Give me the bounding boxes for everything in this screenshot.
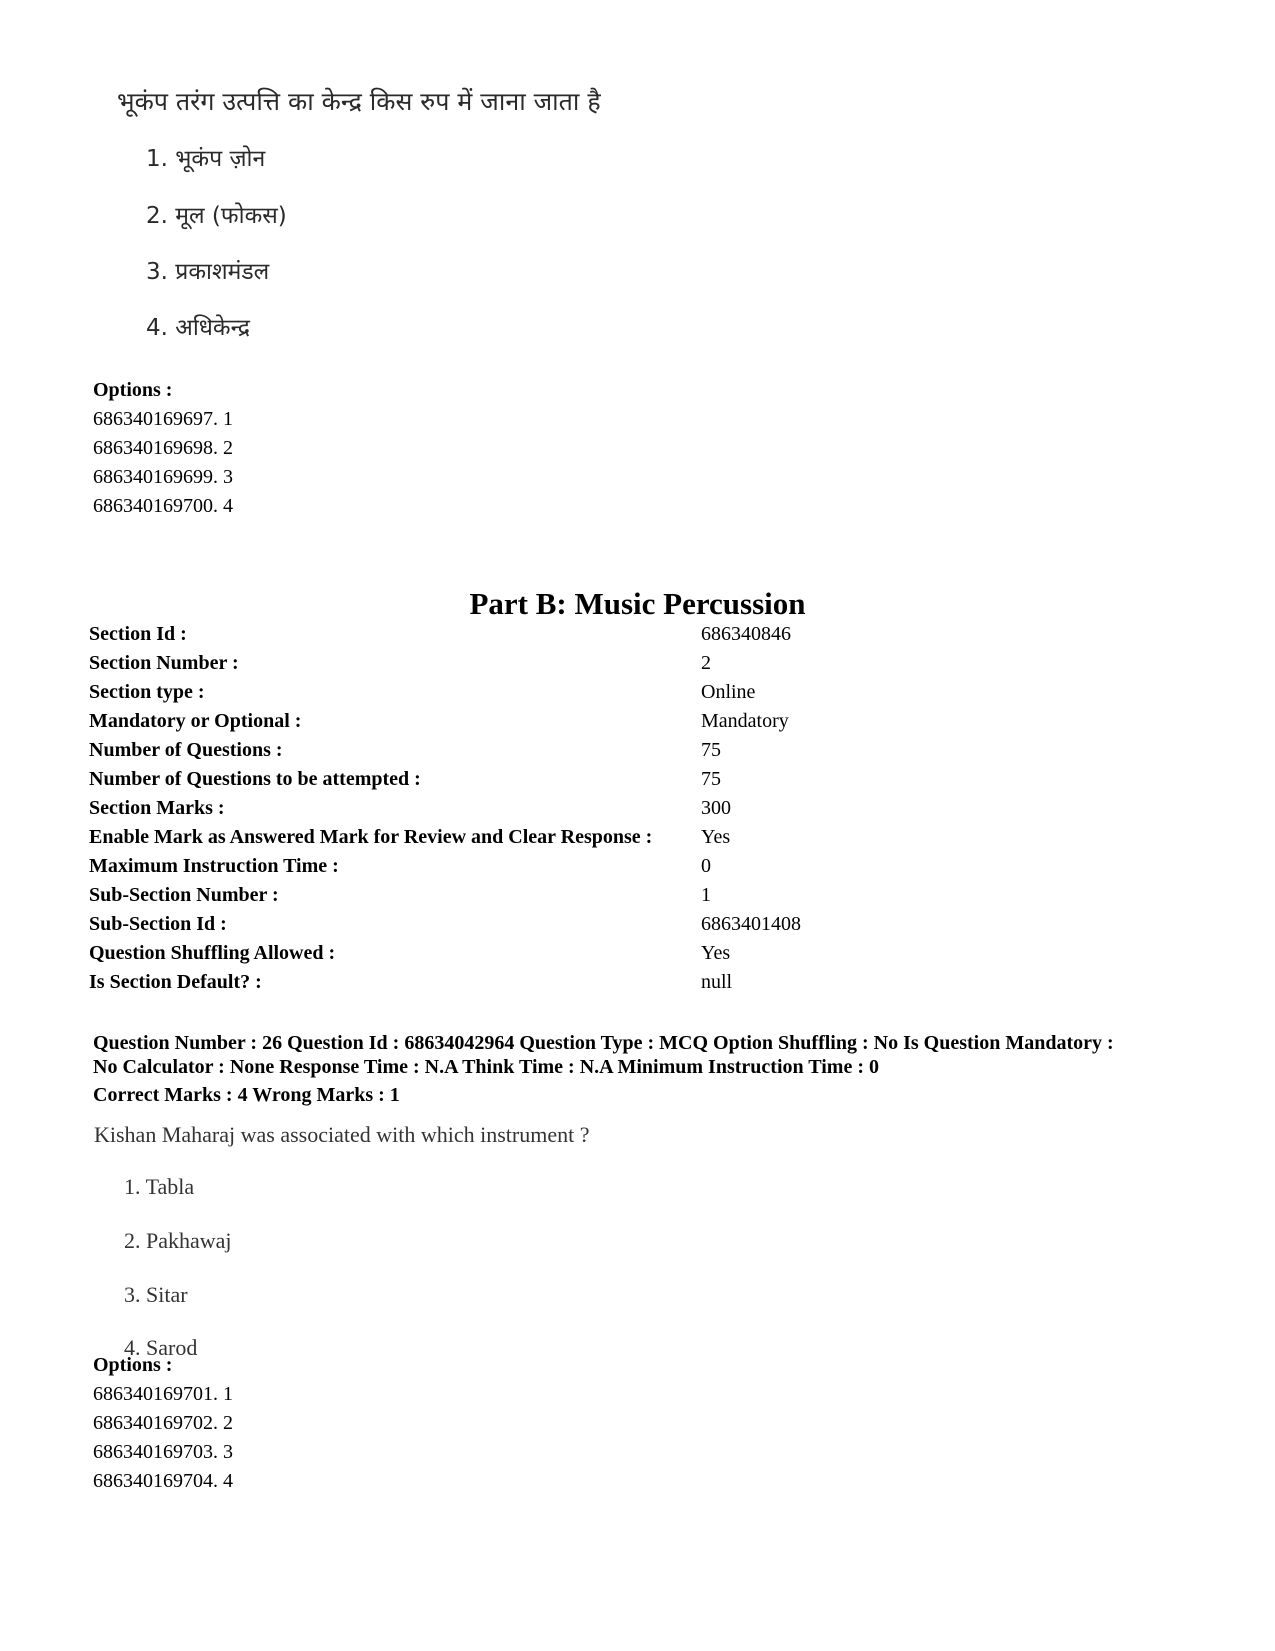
section-value: 75 xyxy=(701,739,721,761)
section-row xyxy=(89,739,1189,767)
question-2-stem: Kishan Maharaj was associated with which instrument ? xyxy=(94,1122,590,1147)
question-2-header-line-1: Question Number : 26 Question Id : 68634042964 Question Type : MCQ Option Shuffling : No Is Question Mandatory : xyxy=(93,1032,1114,1054)
section-label: Number of Questions : xyxy=(89,739,283,761)
section-row xyxy=(89,797,1189,825)
section-row xyxy=(89,681,1189,709)
section-value: Mandatory xyxy=(701,710,789,732)
section-label: Sub-Section Id : xyxy=(89,913,227,935)
option-id: 686340169699. 3 xyxy=(93,466,233,488)
section-value: 1 xyxy=(701,884,711,906)
section-row xyxy=(89,826,1189,854)
question-1-choice-3: 3. प्रकाशमंडल xyxy=(146,259,270,285)
section-value: 2 xyxy=(701,652,711,674)
section-label: Section type : xyxy=(89,681,205,703)
option-id: 686340169700. 4 xyxy=(93,495,233,517)
section-value: 300 xyxy=(701,797,731,819)
question-1-stem: भूकंप तरंग उत्पत्ति का केन्द्र किस रुप में जाना जाता है xyxy=(117,87,601,116)
question-2-choice-1: 1. Tabla xyxy=(124,1174,195,1199)
option-id: 686340169704. 4 xyxy=(93,1470,233,1492)
section-value: null xyxy=(701,971,733,993)
section-row xyxy=(89,768,1189,796)
section-label: Enable Mark as Answered Mark for Review and Clear Response : xyxy=(89,826,653,848)
section-label: Section Marks : xyxy=(89,797,225,819)
option-id: 686340169702. 2 xyxy=(93,1412,233,1434)
section-value: Yes xyxy=(701,826,731,848)
section-row xyxy=(89,913,1189,941)
section-value: Online xyxy=(701,681,756,703)
section-value: 75 xyxy=(701,768,721,790)
section-row xyxy=(89,884,1189,912)
section-value: 686340846 xyxy=(701,623,791,645)
question-2-choice-2: 2. Pakhawaj xyxy=(124,1228,232,1253)
option-id: 686340169697. 1 xyxy=(93,408,233,430)
question-2-header-line-2: No Calculator : None Response Time : N.A Think Time : N.A Minimum Instruction Time : 0 xyxy=(93,1056,879,1078)
question-2-choice-4: 4. Sarod xyxy=(124,1335,198,1360)
option-id: 686340169698. 2 xyxy=(93,437,233,459)
section-row xyxy=(89,855,1189,883)
question-1-choice-2: 2. मूल (फोकस) xyxy=(146,203,287,229)
question-1-options-list xyxy=(93,405,233,521)
section-value: Yes xyxy=(701,942,731,964)
section-label: Mandatory or Optional : xyxy=(89,710,302,732)
section-label: Sub-Section Number : xyxy=(89,884,279,906)
option-id: 686340169701. 1 xyxy=(93,1383,233,1405)
section-label: Maximum Instruction Time : xyxy=(89,855,339,877)
section-label: Is Section Default? : xyxy=(89,971,262,993)
section-row xyxy=(89,942,1189,970)
section-value: 0 xyxy=(701,855,711,877)
section-label: Question Shuffling Allowed : xyxy=(89,942,336,964)
question-2-marks: Correct Marks : 4 Wrong Marks : 1 xyxy=(93,1084,400,1106)
option-id: 686340169703. 3 xyxy=(93,1441,233,1463)
question-2-choice-3: 3. Sitar xyxy=(124,1282,188,1307)
section-label: Number of Questions to be attempted : xyxy=(89,768,421,790)
question-2-options-label: Options : xyxy=(93,1354,173,1376)
question-1-choice-1: 1. भूकंप ज़ोन xyxy=(146,146,266,172)
section-label: Section Id : xyxy=(89,623,187,645)
part-title: Part B: Music Percussion xyxy=(469,586,806,621)
question-2-header xyxy=(93,1031,1213,1079)
question-1-options-label: Options : xyxy=(93,379,173,401)
question-1-choice-4: 4. अधिकेन्द्र xyxy=(146,315,250,341)
section-value: 6863401408 xyxy=(701,913,801,935)
section-row xyxy=(89,710,1189,738)
section-row xyxy=(89,971,1189,999)
section-row xyxy=(89,652,1189,680)
section-row xyxy=(89,623,1189,651)
question-2-options-list xyxy=(93,1380,233,1496)
section-label: Section Number : xyxy=(89,652,239,674)
